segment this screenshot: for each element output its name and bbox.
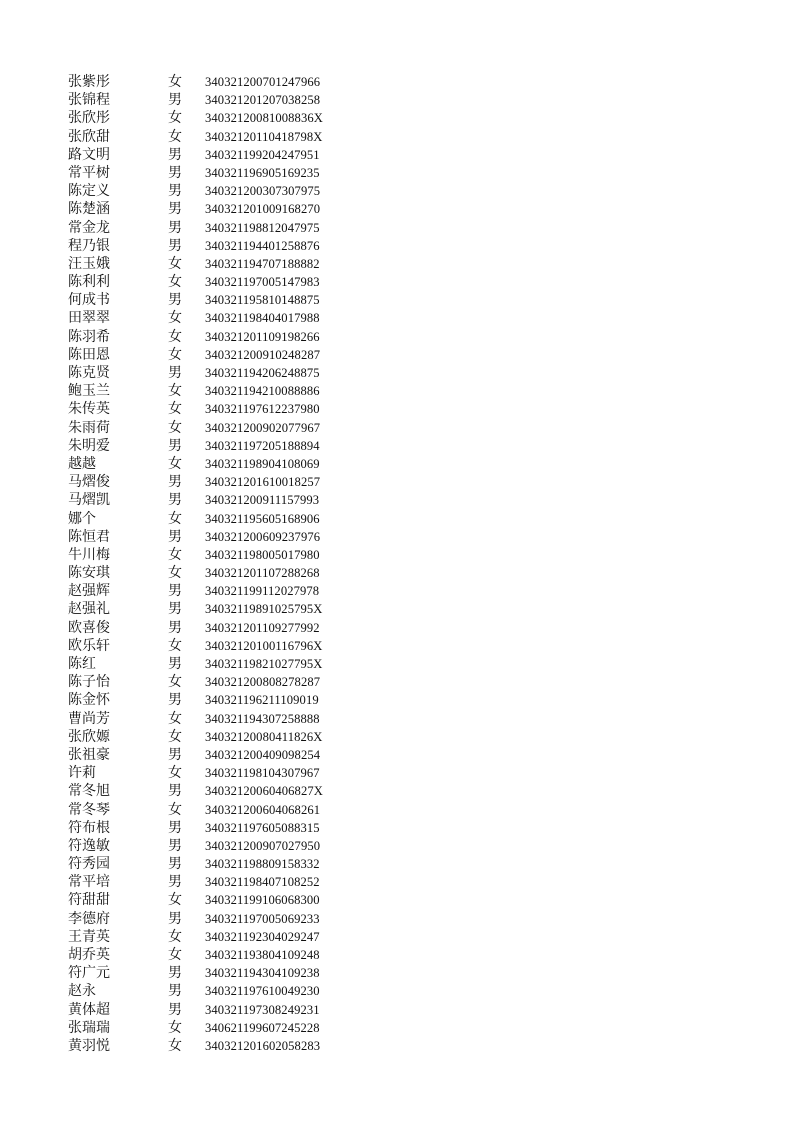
record-row bbox=[0, 637, 793, 655]
record-id-number: 340321194206248875 bbox=[205, 366, 320, 380]
record-id-number: 340321200609237976 bbox=[205, 529, 321, 544]
record-id-number: 34032120081008836X bbox=[205, 111, 323, 126]
record-id-number: 340321198809158332 bbox=[205, 857, 320, 872]
record-gender: 女 bbox=[168, 328, 182, 345]
record-id-number: 340321197005147983 bbox=[205, 275, 320, 290]
record-name: 张欣甜 bbox=[68, 128, 110, 145]
record-gender: 男 bbox=[168, 492, 182, 509]
record-row bbox=[0, 891, 793, 909]
record-id-number: 340321200911157993 bbox=[205, 493, 320, 508]
record-name: 张祖豪 bbox=[68, 746, 110, 763]
record-id-number: 34032120060406827X bbox=[205, 784, 323, 799]
record-name: 陈金怀 bbox=[68, 692, 110, 709]
record-name: 娜个 bbox=[68, 510, 96, 527]
record-name: 常平树 bbox=[68, 164, 110, 181]
record-name: 陈恒君 bbox=[68, 528, 110, 545]
record-id-number: 340321195605168906 bbox=[205, 511, 320, 526]
record-gender: 男 bbox=[168, 164, 182, 181]
record-name: 何成书 bbox=[68, 292, 110, 309]
record-gender: 男 bbox=[168, 219, 182, 236]
record-row bbox=[0, 764, 793, 782]
record-id-number: 340321201610018257 bbox=[205, 475, 321, 490]
record-id-number: 340321199106068300 bbox=[205, 893, 320, 908]
record-gender: 男 bbox=[168, 201, 182, 218]
record-id-number: 340321197610049230 bbox=[205, 984, 320, 999]
record-id-number: 340321199112027978 bbox=[205, 584, 320, 599]
record-gender: 男 bbox=[168, 910, 182, 927]
record-id-number: 340321200910248287 bbox=[205, 347, 321, 362]
record-id-number: 340321192304029247 bbox=[205, 929, 320, 944]
record-gender: 女 bbox=[168, 401, 182, 418]
record-id-number: 340321196211109019 bbox=[205, 693, 319, 708]
record-id-number: 34032119821027795X bbox=[205, 657, 323, 671]
record-name: 许莉 bbox=[68, 765, 96, 782]
record-name: 张锦程 bbox=[68, 92, 110, 109]
record-gender: 女 bbox=[168, 892, 182, 909]
record-name: 张瑞瑞 bbox=[68, 1019, 110, 1036]
record-id-number: 34032120100116796X bbox=[205, 638, 323, 653]
record-name: 胡乔英 bbox=[68, 947, 110, 963]
record-name: 朱明爱 bbox=[68, 437, 110, 454]
record-gender: 女 bbox=[168, 1037, 182, 1054]
record-gender: 女 bbox=[168, 310, 182, 327]
record-row bbox=[0, 219, 793, 237]
record-name: 王青英 bbox=[68, 928, 110, 945]
record-id-number: 340621199607245228 bbox=[205, 1020, 320, 1035]
record-id-number: 34032120080411826X bbox=[205, 729, 323, 744]
record-gender: 女 bbox=[168, 455, 182, 472]
record-id-number: 340321198407108252 bbox=[205, 875, 320, 890]
record-name: 马熠凯 bbox=[68, 492, 110, 509]
record-name: 陈羽希 bbox=[68, 328, 110, 345]
record-row bbox=[0, 673, 793, 691]
record-row bbox=[0, 255, 793, 273]
record-id-number: 340321200907027950 bbox=[205, 838, 321, 853]
record-row bbox=[0, 182, 793, 200]
record-name: 常冬琴 bbox=[68, 801, 110, 818]
record-name: 陈楚涵 bbox=[68, 201, 110, 218]
record-row bbox=[0, 73, 793, 91]
record-name: 赵强辉 bbox=[68, 583, 110, 600]
record-name: 欧乐轩 bbox=[68, 637, 110, 654]
record-name: 黄体超 bbox=[68, 1001, 110, 1018]
record-gender: 男 bbox=[168, 437, 182, 454]
record-name: 符逸敏 bbox=[68, 837, 110, 854]
record-name: 汪玉娥 bbox=[68, 255, 110, 272]
record-name: 符甜甜 bbox=[68, 892, 110, 909]
record-row bbox=[0, 982, 793, 1000]
record-row bbox=[0, 91, 793, 109]
record-row bbox=[0, 400, 793, 418]
record-gender: 男 bbox=[168, 874, 182, 891]
record-name: 符广元 bbox=[68, 965, 110, 982]
record-name: 路文明 bbox=[68, 146, 110, 163]
record-name: 常平培 bbox=[68, 874, 110, 891]
record-name: 符布根 bbox=[68, 819, 110, 836]
record-gender: 女 bbox=[168, 801, 182, 818]
record-row bbox=[0, 473, 793, 491]
record-id-number: 340321194210088886 bbox=[205, 384, 320, 399]
record-id-number: 340321197612237980 bbox=[205, 402, 320, 417]
record-name: 张欣嫄 bbox=[68, 728, 110, 745]
record-row bbox=[0, 146, 793, 164]
record-gender: 男 bbox=[168, 819, 182, 836]
record-row bbox=[0, 237, 793, 255]
record-id-number: 340321201107288268 bbox=[205, 566, 320, 581]
record-name: 程乃银 bbox=[68, 237, 110, 254]
record-gender: 女 bbox=[168, 74, 182, 90]
record-gender: 男 bbox=[168, 856, 182, 873]
record-name: 黄羽悦 bbox=[68, 1037, 110, 1054]
record-name: 赵强礼 bbox=[68, 601, 110, 618]
record-name: 陈田恩 bbox=[68, 346, 110, 363]
record-row bbox=[0, 1001, 793, 1019]
record-gender: 女 bbox=[168, 674, 182, 691]
record-name: 常冬旭 bbox=[68, 783, 110, 800]
record-row bbox=[0, 728, 793, 746]
record-row bbox=[0, 437, 793, 455]
record-name: 陈定义 bbox=[68, 183, 110, 200]
record-row bbox=[0, 291, 793, 309]
record-gender: 女 bbox=[168, 546, 182, 563]
record-id-number: 340321200902077967 bbox=[205, 420, 321, 435]
record-row bbox=[0, 582, 793, 600]
record-name: 李德府 bbox=[68, 910, 110, 927]
record-row bbox=[0, 546, 793, 564]
record-id-number: 340321201602058283 bbox=[205, 1038, 321, 1053]
record-id-number: 340321201207038258 bbox=[205, 93, 321, 108]
record-row bbox=[0, 600, 793, 618]
record-gender: 男 bbox=[168, 965, 182, 982]
record-gender: 女 bbox=[168, 110, 182, 127]
record-row bbox=[0, 819, 793, 837]
record-name: 赵永 bbox=[68, 983, 96, 1000]
record-name: 陈克贤 bbox=[68, 365, 110, 381]
record-name: 陈红 bbox=[68, 656, 96, 672]
record-row bbox=[0, 364, 793, 382]
record-name: 马熠俊 bbox=[68, 474, 110, 491]
record-name: 常金龙 bbox=[68, 219, 110, 236]
record-id-number: 340321201109277992 bbox=[205, 620, 320, 635]
record-row bbox=[0, 910, 793, 928]
record-row bbox=[0, 964, 793, 982]
record-gender: 女 bbox=[168, 128, 182, 145]
record-name: 朱传英 bbox=[68, 401, 110, 418]
record-row bbox=[0, 528, 793, 546]
record-id-number: 340321201009168270 bbox=[205, 202, 321, 217]
record-id-number: 340321197308249231 bbox=[205, 1002, 320, 1017]
record-gender: 女 bbox=[168, 255, 182, 272]
record-gender: 女 bbox=[168, 728, 182, 745]
record-name: 张紫彤 bbox=[68, 74, 110, 90]
record-row bbox=[0, 1037, 793, 1055]
record-id-number: 340321200409098254 bbox=[205, 747, 321, 762]
record-id-number: 340321198812047975 bbox=[205, 220, 320, 235]
record-row bbox=[0, 855, 793, 873]
record-gender: 女 bbox=[168, 637, 182, 654]
record-gender: 男 bbox=[168, 92, 182, 109]
record-row bbox=[0, 691, 793, 709]
record-name: 符秀园 bbox=[68, 856, 110, 873]
record-row bbox=[0, 782, 793, 800]
record-row bbox=[0, 346, 793, 364]
record-id-number: 340321194307258888 bbox=[205, 711, 320, 726]
record-id-number: 340321197605088315 bbox=[205, 820, 320, 835]
record-name: 陈子怡 bbox=[68, 674, 110, 691]
record-row bbox=[0, 419, 793, 437]
record-gender: 男 bbox=[168, 783, 182, 800]
record-gender: 女 bbox=[168, 947, 182, 963]
record-id-number: 34032120110418798X bbox=[205, 129, 323, 144]
record-id-number: 34032119891025795X bbox=[205, 602, 323, 617]
record-gender: 男 bbox=[168, 528, 182, 545]
record-gender: 男 bbox=[168, 692, 182, 709]
record-name: 欧喜俊 bbox=[68, 619, 110, 636]
record-name: 陈安琪 bbox=[68, 565, 110, 582]
record-row bbox=[0, 455, 793, 473]
record-gender: 女 bbox=[168, 1019, 182, 1036]
record-gender: 男 bbox=[168, 983, 182, 1000]
record-gender: 女 bbox=[168, 710, 182, 727]
record-row bbox=[0, 837, 793, 855]
record-id-number: 340321200604068261 bbox=[205, 802, 321, 817]
record-row bbox=[0, 564, 793, 582]
record-gender: 男 bbox=[168, 601, 182, 618]
record-id-number: 340321198104307967 bbox=[205, 766, 320, 781]
record-id-number: 340321194401258876 bbox=[205, 238, 320, 253]
record-id-number: 340321197005069233 bbox=[205, 911, 320, 926]
record-row bbox=[0, 946, 793, 964]
record-name: 牛川梅 bbox=[68, 546, 110, 563]
record-gender: 男 bbox=[168, 619, 182, 636]
record-id-number: 340321193804109248 bbox=[205, 948, 320, 962]
record-id-number: 340321195810148875 bbox=[205, 293, 320, 308]
record-row bbox=[0, 746, 793, 764]
record-id-number: 340321199204247951 bbox=[205, 147, 320, 162]
record-row bbox=[0, 382, 793, 400]
record-row bbox=[0, 510, 793, 528]
record-row bbox=[0, 491, 793, 509]
record-gender: 女 bbox=[168, 510, 182, 527]
record-gender: 男 bbox=[168, 183, 182, 200]
record-gender: 男 bbox=[168, 583, 182, 600]
record-gender: 男 bbox=[168, 146, 182, 163]
record-gender: 女 bbox=[168, 383, 182, 400]
records-list bbox=[0, 73, 793, 1055]
record-id-number: 340321194304109238 bbox=[205, 966, 320, 981]
record-row bbox=[0, 309, 793, 327]
record-row bbox=[0, 273, 793, 291]
record-name: 张欣彤 bbox=[68, 110, 110, 127]
record-id-number: 340321196905169235 bbox=[205, 165, 320, 180]
record-name: 朱雨荷 bbox=[68, 419, 110, 436]
record-gender: 女 bbox=[168, 274, 182, 291]
record-gender: 男 bbox=[168, 474, 182, 491]
record-gender: 女 bbox=[168, 928, 182, 945]
record-id-number: 340321197205188894 bbox=[205, 438, 320, 453]
record-row bbox=[0, 128, 793, 146]
record-row bbox=[0, 873, 793, 891]
record-gender: 男 bbox=[168, 837, 182, 854]
record-gender: 男 bbox=[168, 237, 182, 254]
record-id-number: 340321200307307975 bbox=[205, 184, 321, 199]
record-gender: 男 bbox=[168, 292, 182, 309]
record-row bbox=[0, 655, 793, 673]
record-row bbox=[0, 109, 793, 127]
record-row bbox=[0, 328, 793, 346]
record-row bbox=[0, 200, 793, 218]
record-name: 田翠翠 bbox=[68, 310, 110, 327]
record-id-number: 340321201109198266 bbox=[205, 329, 320, 344]
record-gender: 女 bbox=[168, 419, 182, 436]
record-gender: 男 bbox=[168, 365, 182, 381]
record-name: 越越 bbox=[68, 455, 96, 472]
record-name: 曹尚芳 bbox=[68, 710, 110, 727]
record-name: 鲍玉兰 bbox=[68, 383, 110, 400]
record-gender: 男 bbox=[168, 656, 182, 672]
record-gender: 男 bbox=[168, 746, 182, 763]
record-row bbox=[0, 1019, 793, 1037]
record-name: 陈利利 bbox=[68, 274, 110, 291]
record-id-number: 340321198005017980 bbox=[205, 547, 320, 562]
record-id-number: 340321200701247966 bbox=[205, 75, 321, 89]
record-row bbox=[0, 619, 793, 637]
record-gender: 女 bbox=[168, 346, 182, 363]
record-row bbox=[0, 801, 793, 819]
record-id-number: 340321198404017988 bbox=[205, 311, 320, 326]
record-row bbox=[0, 928, 793, 946]
record-id-number: 340321200808278287 bbox=[205, 675, 321, 690]
record-gender: 女 bbox=[168, 765, 182, 782]
record-row bbox=[0, 164, 793, 182]
record-gender: 男 bbox=[168, 1001, 182, 1018]
record-id-number: 340321198904108069 bbox=[205, 456, 320, 471]
record-gender: 女 bbox=[168, 565, 182, 582]
record-id-number: 340321194707188882 bbox=[205, 256, 320, 271]
record-row bbox=[0, 710, 793, 728]
